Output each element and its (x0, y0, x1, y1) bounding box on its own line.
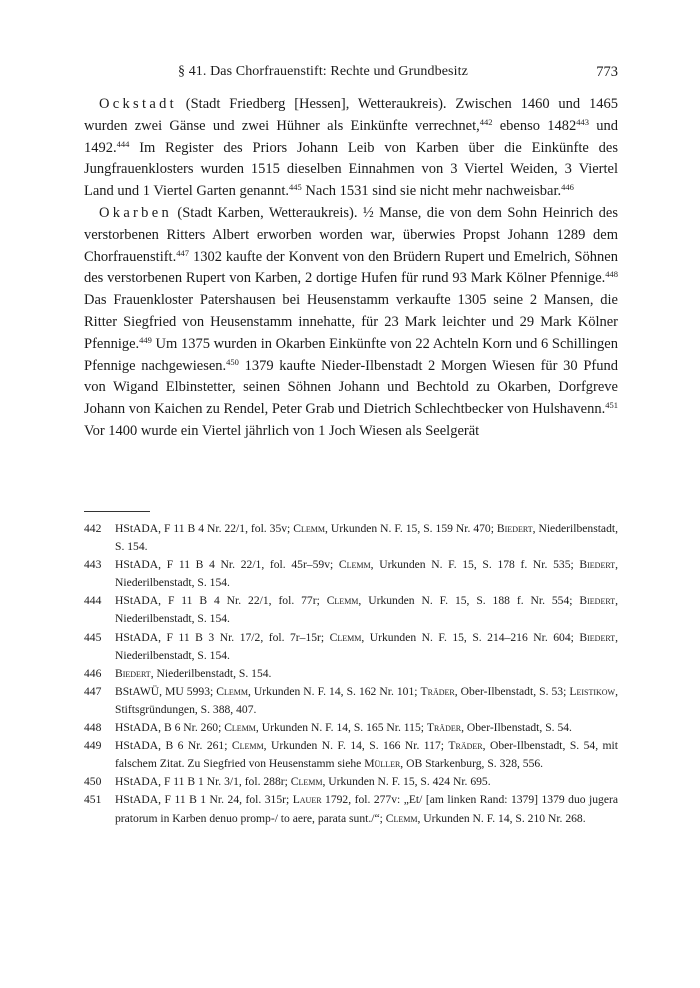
text-run: (Stadt Friedberg [Hessen], Wetteraukreis). Zwischen 1460 und 1465 wurden zwei Gänse und zwei Hühner als Einkünfte verrechnet, (84, 96, 618, 134)
author-name: Träder (420, 684, 455, 698)
footnote-text: , Niederilbenstadt, S. 154. (150, 666, 272, 680)
footnote-number: 447 (84, 684, 102, 698)
footnote-ref[interactable]: 446 (561, 182, 574, 193)
footnote-text: , Urkunden N. F. 14, S. 162 Nr. 101; (247, 684, 421, 698)
footnote-text: HStADA, B 6 Nr. 260; (115, 721, 225, 735)
author-name: Clemm (385, 811, 418, 825)
footnote-ref[interactable]: 451 (605, 400, 618, 411)
footnote-450 (84, 773, 618, 791)
text-run: Vor 1400 wurde ein Viertel jährlich von 1 Joch Wiesen als Seelgerät (84, 422, 480, 439)
author-name: Biedert (579, 594, 616, 608)
footnote-number: 444 (84, 594, 102, 608)
footnote-ref[interactable]: 449 (139, 334, 152, 345)
author-name: Clemm (224, 721, 256, 735)
text-run: (Stadt Karben, Wetteraukreis). ½ Manse, die von dem Sohn Heinrich des verstorbenen Ritters Albert erworben worden war, überwies Propst Johann 1289 dem Chorfrauenstift. (84, 204, 618, 265)
footnote-ref[interactable]: 443 (576, 116, 590, 127)
footnote-text: , Urkunden N. F. 14, S. 166 Nr. 117; (263, 739, 449, 753)
footnote-text: , Stiftsgründungen, S. 388, 407. (115, 684, 619, 716)
author-name: Biedert (579, 558, 616, 572)
footnote-ref[interactable]: 447 (176, 247, 189, 258)
footnote-449 (84, 737, 618, 773)
author-name: Clemm (338, 558, 371, 572)
page-number: 773 (596, 64, 618, 80)
place-name: Ockstadt (99, 96, 177, 112)
footnote-447 (84, 683, 618, 719)
page-header (84, 64, 618, 84)
author-name: Clemm (326, 594, 359, 608)
footnote-number: 442 (84, 522, 102, 535)
footnote-text: , Niederilbenstadt, S. 154. (115, 630, 618, 662)
author-name: Biedert (579, 630, 616, 644)
footnote-ref[interactable]: 448 (605, 269, 618, 280)
footnote-445 (84, 629, 618, 665)
author-name: Lauer (292, 793, 322, 807)
text-run: Nach 1531 sind sie nicht mehr nachweisbar. (301, 183, 562, 200)
footnote-number: 451 (84, 793, 102, 807)
footnote-text: , Urkunden N. F. 14, S. 165 Nr. 115; (255, 721, 427, 735)
footnote-text: HStADA, F 11 B 4 Nr. 22/1, fol. 77r; (115, 594, 327, 608)
place-name: Okarben (99, 204, 173, 221)
footnote-ref[interactable]: 445 (289, 182, 302, 193)
footnote-text: , Ober-Ilbenstadt, S. 53; (454, 684, 570, 698)
footnote-number: 443 (84, 558, 102, 572)
author-name: Clemm (329, 630, 362, 644)
footnote-text: , Urkunden N. F. 15, S. 214–216 Nr. 604; (361, 630, 580, 644)
footnote-text: , Niederilbenstadt, S. 154. (115, 522, 618, 554)
author-name: Träder (448, 739, 483, 753)
footnote-text: HStADA, F 11 B 1 Nr. 24, fol. 315r; (115, 793, 293, 807)
footnote-ref[interactable]: 442 (479, 116, 493, 127)
footnote-text: , OB Starkenburg, S. 328, 556. (400, 757, 544, 771)
footnote-text: HStADA, F 11 B 3 Nr. 17/2, fol. 7r–15r; (115, 630, 330, 644)
author-name: Träder (426, 721, 462, 735)
author-name: Leistikow (569, 684, 616, 698)
footnote-text: HStADA, F 11 B 4 Nr. 22/1, fol. 45r–59v; (115, 558, 339, 572)
footnote-text: HStADA, B 6 Nr. 261; (115, 739, 232, 753)
running-head: § 41. Das Chorfrauenstift: Rechte und Grundbesitz (178, 64, 468, 79)
footnote-text: , Urkunden N. F. 15, S. 159 Nr. 470; (324, 522, 497, 535)
paragraph-okarben (84, 203, 618, 443)
footnote-number: 450 (84, 775, 102, 789)
footnote-text: , Urkunden N. F. 15, S. 178 f. Nr. 535; (370, 558, 580, 572)
author-name: Clemm (231, 739, 264, 753)
footnote-text: , Niederilbenstadt, S. 154. (115, 594, 618, 626)
footnote-text: HStADA, F 11 B 1 Nr. 3/1, fol. 288r; (115, 775, 291, 789)
footnote-text: 1792, fol. 277v: „Et/ [am linken Rand: 1379] 1379 duo jugera pratorum in Karben denuo promp-/ to aere, parata sunt./“; (115, 793, 618, 825)
text-run: Im Register des Priors Johann Leib von Karben über die Einkünfte des Jungfrauenklosters wurden 1515 dieselben Einnahmen von 3 Viertel Weiden, 3 Viertel Land und 1 Viertel Garten genannt. (84, 139, 618, 200)
author-name: Biedert (115, 666, 151, 680)
main-text (84, 94, 618, 443)
footnote-number: 448 (84, 721, 102, 735)
author-name: Clemm (290, 775, 323, 789)
footnote-444 (84, 592, 618, 628)
text-run: 1379 kaufte Nieder-Ilbenstadt 2 Morgen Wiesen für 30 Pfund von Wigand Elbinstetter, seinen Söhnen Johann und Bechtold zu Okarben, Dorfgreve Johann von Kaichen zu Rendel, Peter Grab und Dietrich Schlechtbecker von Hulshavenn. (84, 357, 618, 418)
author-name: Biedert (496, 522, 533, 535)
text-run: Um 1375 wurden in Okarben Einkünfte von 22 Achteln Korn und 6 Schillingen Pfennige nachgewiesen. (84, 335, 618, 374)
footnote-text: , Niederilbenstadt, S. 154. (115, 558, 618, 590)
footnote-separator (84, 511, 150, 512)
footnote-text: BStAWÜ, MU 5993; (115, 684, 217, 698)
footnote-text: , Ober-Ilbenstadt, S. 54, mit falschem Zitat. Zu Siegfried von Heusenstamm siehe (115, 739, 618, 771)
footnote-448 (84, 719, 618, 737)
text-run: und 1492. (84, 117, 619, 156)
text-run: Das Frauenkloster Patershausen bei Heusenstamm verkaufte 1305 seine 2 Mansen, die Ritter Siegfried von Heusenstamm innehatte, für 23 Mark leichter und 29 Mark Kölner Pfennige. (84, 292, 618, 352)
footnote-text: HStADA, F 11 B 4 Nr. 22/1, fol. 35v; (115, 522, 294, 535)
author-name: Clemm (293, 522, 325, 535)
footnote-text: , Urkunden N. F. 14, S. 210 Nr. 268. (417, 811, 586, 825)
footnote-number: 446 (84, 666, 102, 680)
footnote-text: , Urkunden N. F. 15, S. 188 f. Nr. 554; (358, 594, 580, 608)
footnote-451 (84, 791, 618, 827)
footnote-text: , Urkunden N. F. 15, S. 424 Nr. 695. (322, 775, 491, 789)
footnote-number: 445 (84, 630, 102, 644)
footnote-443 (84, 556, 618, 592)
author-name: Müller (364, 757, 401, 771)
text-run: ebenso 1482 (492, 117, 577, 134)
footnotes (84, 520, 618, 828)
footnote-ref[interactable]: 444 (116, 138, 130, 149)
footnote-number: 449 (84, 739, 102, 753)
text-run: 1302 kaufte der Konvent von den Brüdern Rupert und Emelrich, Söhnen des verstorbenen Rupert von Karben, 2 dortige Hufen für rund 93 Mark Kölner Pfennige. (84, 248, 618, 287)
footnote-442 (84, 520, 618, 556)
footnote-ref[interactable]: 450 (226, 356, 239, 367)
footnote-446 (84, 665, 618, 683)
footnote-text: , Ober-Ilbenstadt, S. 54. (461, 721, 572, 735)
paragraph-ockstadt (84, 94, 618, 203)
author-name: Clemm (216, 684, 248, 698)
